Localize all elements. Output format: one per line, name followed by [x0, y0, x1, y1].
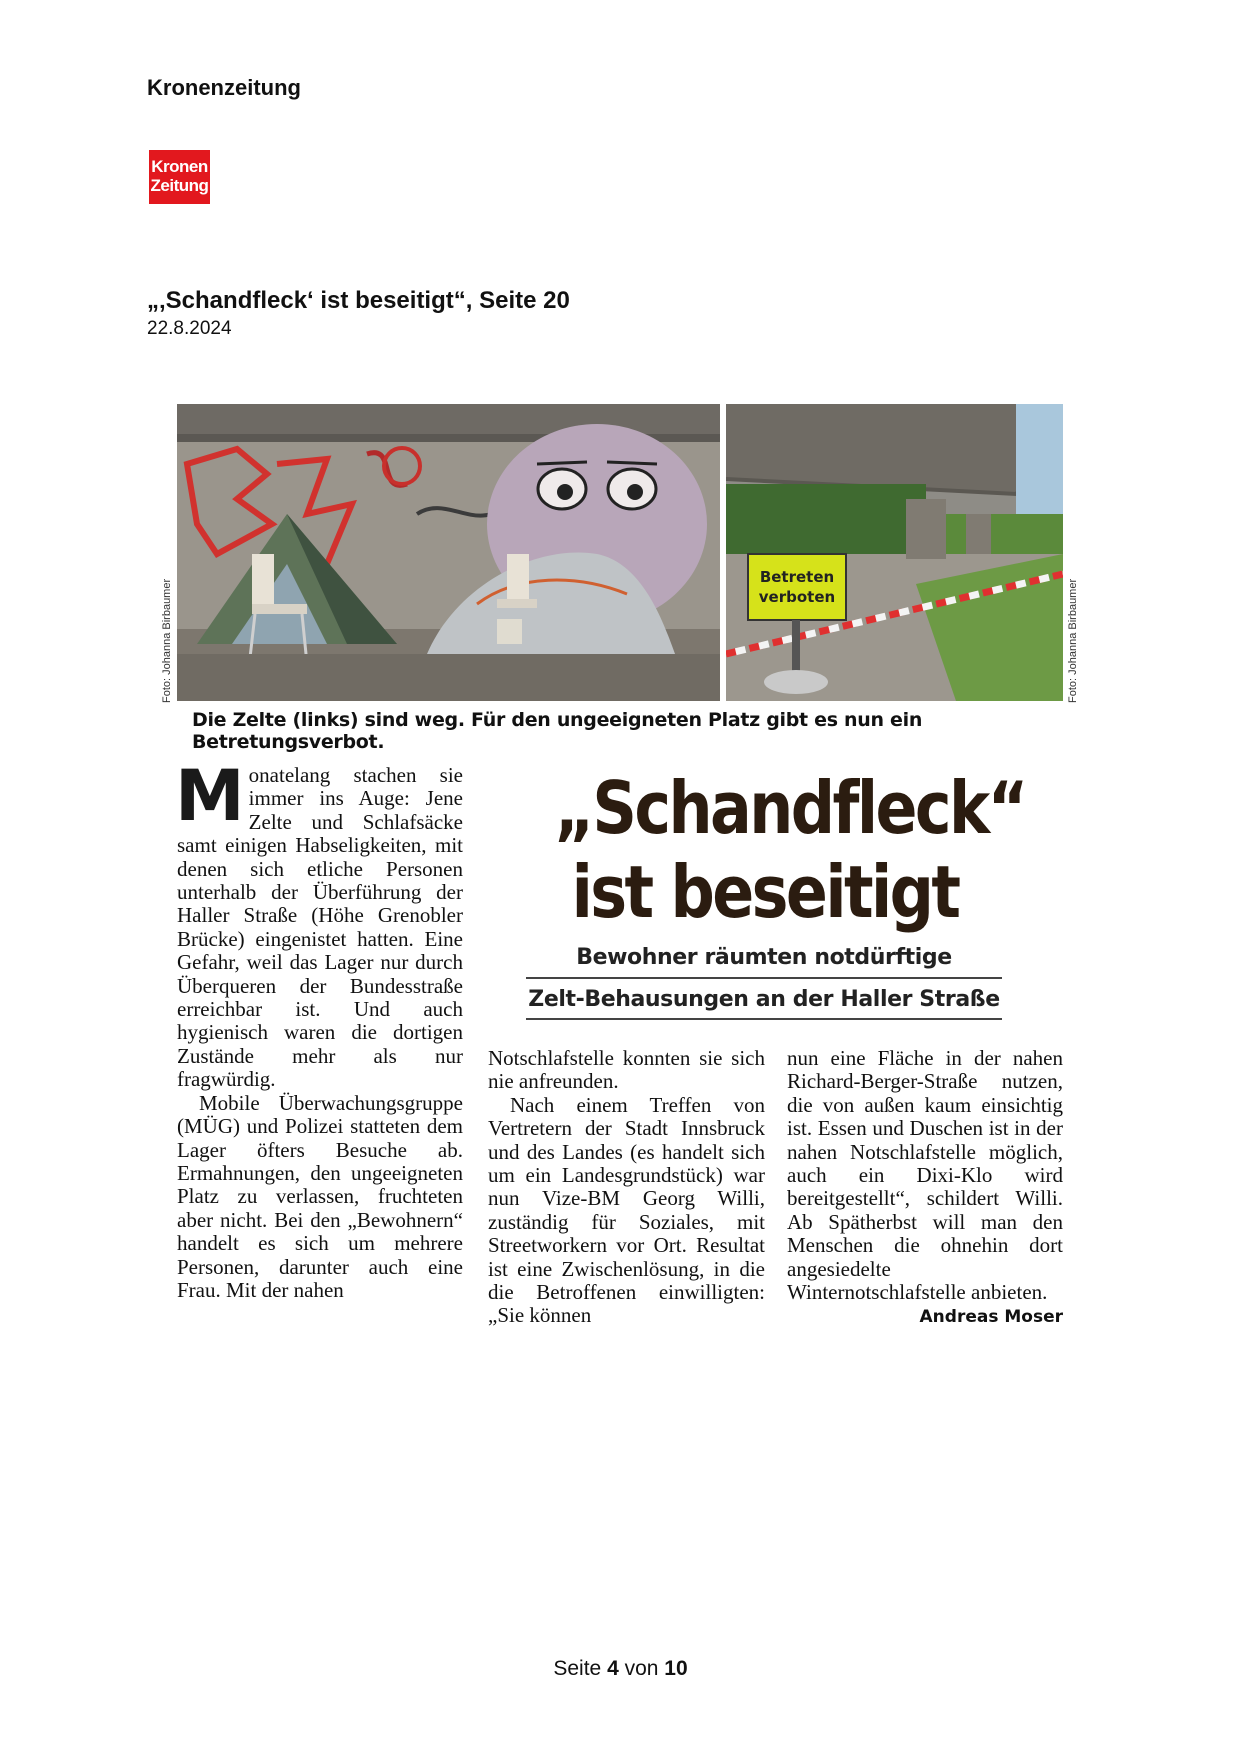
page-total: 10: [664, 1657, 688, 1680]
photo-barrier: [726, 404, 1063, 701]
subheadline-line-2: Zelt-Behausungen an der Haller Straße: [528, 987, 1000, 1012]
photo-credit-left: Foto: Johanna Birbaumer: [161, 578, 173, 703]
subheadline-line-1: Bewohner räumten notdürftige: [576, 945, 952, 970]
document-date: 22.8.2024: [147, 318, 232, 339]
subheadline-rule-1: [526, 977, 1002, 979]
photo-tents: [177, 404, 720, 701]
logo-line-1: Kronen: [151, 157, 208, 176]
photo-tents-graphic: [177, 404, 720, 701]
page-number: [0, 1657, 1241, 1681]
document-title: „‚Schandfleck‘ ist beseitigt“, Seite 20: [147, 287, 570, 314]
column-2-paragraph-1: Notschlafstelle konnten sie sich nie anfreunden.: [488, 1046, 765, 1094]
column-3-paragraph-1-text: nun eine Fläche in der nahen Richard-Berger-Straße nutzen, die von außen kaum einsichtig ist. Essen und Duschen ist in der nahen Notschlafstelle möglich, auch ein Dixi-Klo wird bereitgestellt“, schildert Willi. Ab Spätherbst will man den Menschen die ohnehin dort angesiedelte Winternotschlafstelle anbieten.: [787, 1046, 1063, 1305]
article-column-3: [787, 1047, 1063, 1330]
photo-barrier-graphic: [726, 404, 1063, 701]
page-separator: von: [624, 1657, 659, 1680]
photo-credit-right: Foto: Johanna Birbaumer: [1067, 578, 1079, 703]
page-prefix: Seite: [553, 1657, 602, 1680]
column-1-paragraph-1: [175, 755, 463, 1092]
column-1-paragraph-1-text: onatelang stachen sie immer ins Auge: Jene Zelte und Schlafsäcke samt einigen Habseligkeiten, mit denen sich etliche Personen unterhalb der Überführung der Haller Straße (Höhe Grenobler Brücke) eingenistet hatten. Eine Gefahr, weil das Lager nur durch Überqueren der Bundesstraße erreichbar ist. Und auch hygienisch waren die dortigen Zustände mehr als nur fragwürdig.: [177, 763, 463, 1092]
headline-line-2: ist beseitigt: [571, 850, 959, 934]
kronen-zeitung-logo: [149, 150, 210, 204]
subheadline-rule-2: [526, 1018, 1002, 1020]
sign-line-1: Betreten: [759, 568, 835, 586]
article-column-2: [488, 1047, 765, 1328]
author-byline: Andreas Moser: [919, 1307, 1063, 1328]
article-column-1: [175, 755, 463, 1302]
headline: [554, 766, 1026, 934]
page-current: 4: [607, 1657, 619, 1680]
source-name: Kronenzeitung: [147, 75, 301, 100]
headline-line-1: „Schandfleck“: [554, 766, 1026, 850]
column-3-paragraph-1: [787, 1046, 1063, 1328]
sign-line-2: verboten: [758, 588, 836, 606]
column-1-paragraph-2: Mobile Überwachungsgruppe (MÜG) und Polizei statteten dem Lager öfters Besuche ab. Ermahnungen, den ungeeigneten Platz zu verlassen, fruchteten aber nicht. Bei den „Bewohnern“ handelt es sich um mehrere Personen, darunter auch eine Frau. Mit der nahen: [177, 1090, 463, 1302]
drop-cap: M: [175, 755, 243, 837]
photo-caption: Die Zelte (links) sind weg. Für den ungeeigneten Platz gibt es nun ein Betretungsverbot.: [192, 709, 923, 753]
logo-line-2: Zeitung: [150, 176, 209, 195]
column-2-paragraph-2: Nach einem Treffen von Vertretern der Stadt Innsbruck und des Landes (es handelt sich um ein Landesgrundstück) war nun Vize-BM Georg Willi, zuständig für Soziales, mit Streetworkern vor Ort. Resultat ist eine Zwischenlösung, in die die Betroffenen einwilligten: „Sie können: [488, 1092, 765, 1328]
